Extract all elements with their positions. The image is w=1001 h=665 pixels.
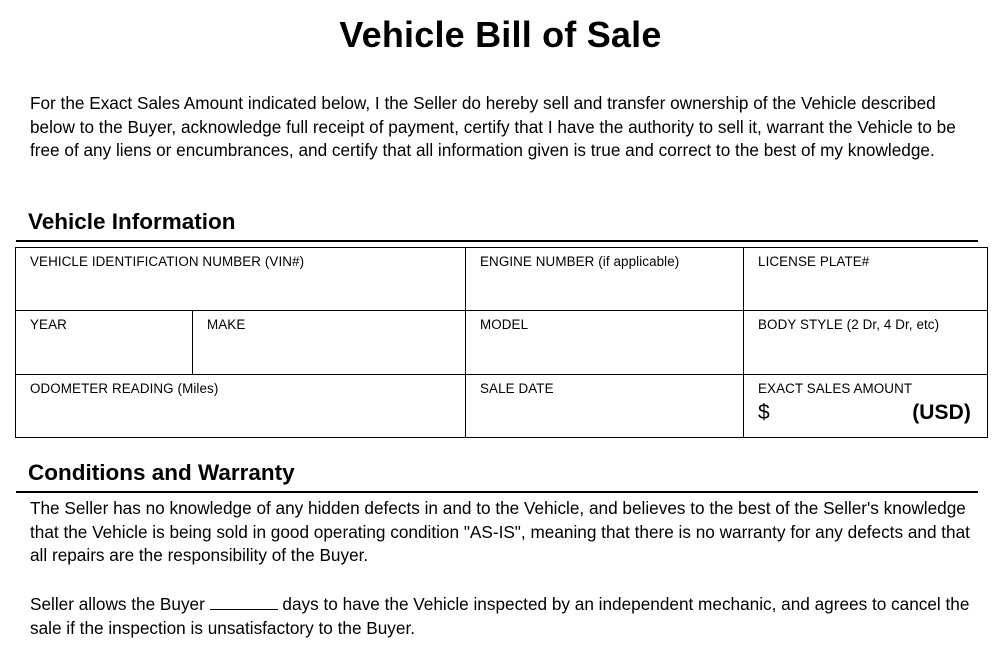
table-row xyxy=(16,311,988,374)
year-field[interactable] xyxy=(16,311,193,374)
currency-code: (USD) xyxy=(912,400,972,424)
intro-paragraph: For the Exact Sales Amount indicated below, I the Seller do hereby sell and transfer ownership of the Vehicle described below to the Buyer, acknowledge full receipt of payment, certify that I have the authority to sell it, warrant the Vehicle to be free of any liens or encumbrances, and certify that all information given is true and correct to the best of my knowledge. xyxy=(30,93,956,160)
inspection-text-after: days to have the Vehicle inspected by an independent mechanic, and agrees to cancel the sale if the inspection is unsatisfactory to the Buyer. xyxy=(30,594,970,638)
sales-amount-field[interactable] xyxy=(744,374,988,437)
vehicle-information-heading: Vehicle Information xyxy=(28,209,236,234)
section-divider xyxy=(16,240,978,242)
sale-date-label: SALE DATE xyxy=(480,380,554,396)
model-label: MODEL xyxy=(480,317,529,333)
vin-field[interactable] xyxy=(16,248,466,311)
sales-amount-label: EXACT SALES AMOUNT xyxy=(758,380,913,396)
vehicle-information-table xyxy=(15,247,988,438)
table-row xyxy=(16,374,988,437)
odometer-label: ODOMETER READING (Miles) xyxy=(30,380,219,396)
conditions-paragraph: The Seller has no knowledge of any hidden defects in and to the Vehicle, and believes to the best of the Seller's knowledge that the Vehicle is being sold in good operating condition "AS-IS", meaning that there is no warranty for any defects and that all repairs are the responsibility of the Buyer. xyxy=(30,498,970,565)
conditions-heading: Conditions and Warranty xyxy=(28,460,295,485)
body-style-field[interactable] xyxy=(744,311,988,374)
section-divider xyxy=(16,491,978,493)
license-plate-field[interactable] xyxy=(744,248,988,311)
inspection-days-blank[interactable] xyxy=(210,594,278,610)
make-field[interactable] xyxy=(193,311,466,374)
make-label: MAKE xyxy=(207,317,246,333)
page-title: Vehicle Bill of Sale xyxy=(339,14,662,55)
model-field[interactable] xyxy=(466,311,744,374)
engine-number-field[interactable] xyxy=(466,248,744,311)
inspection-text-before: Seller allows the Buyer xyxy=(30,594,205,614)
currency-symbol: $ xyxy=(758,400,770,424)
inspection-paragraph xyxy=(30,593,975,640)
sales-amount-value-row xyxy=(758,401,971,425)
table-row xyxy=(16,248,988,311)
vin-label: VEHICLE IDENTIFICATION NUMBER (VIN#) xyxy=(30,254,305,269)
odometer-field[interactable] xyxy=(16,374,466,437)
body-style-label: BODY STYLE (2 Dr, 4 Dr, etc) xyxy=(758,317,940,333)
license-plate-label: LICENSE PLATE# xyxy=(758,254,870,269)
engine-number-label: ENGINE NUMBER (if applicable) xyxy=(480,254,680,269)
sale-date-field[interactable] xyxy=(466,374,744,437)
year-label: YEAR xyxy=(30,317,67,333)
